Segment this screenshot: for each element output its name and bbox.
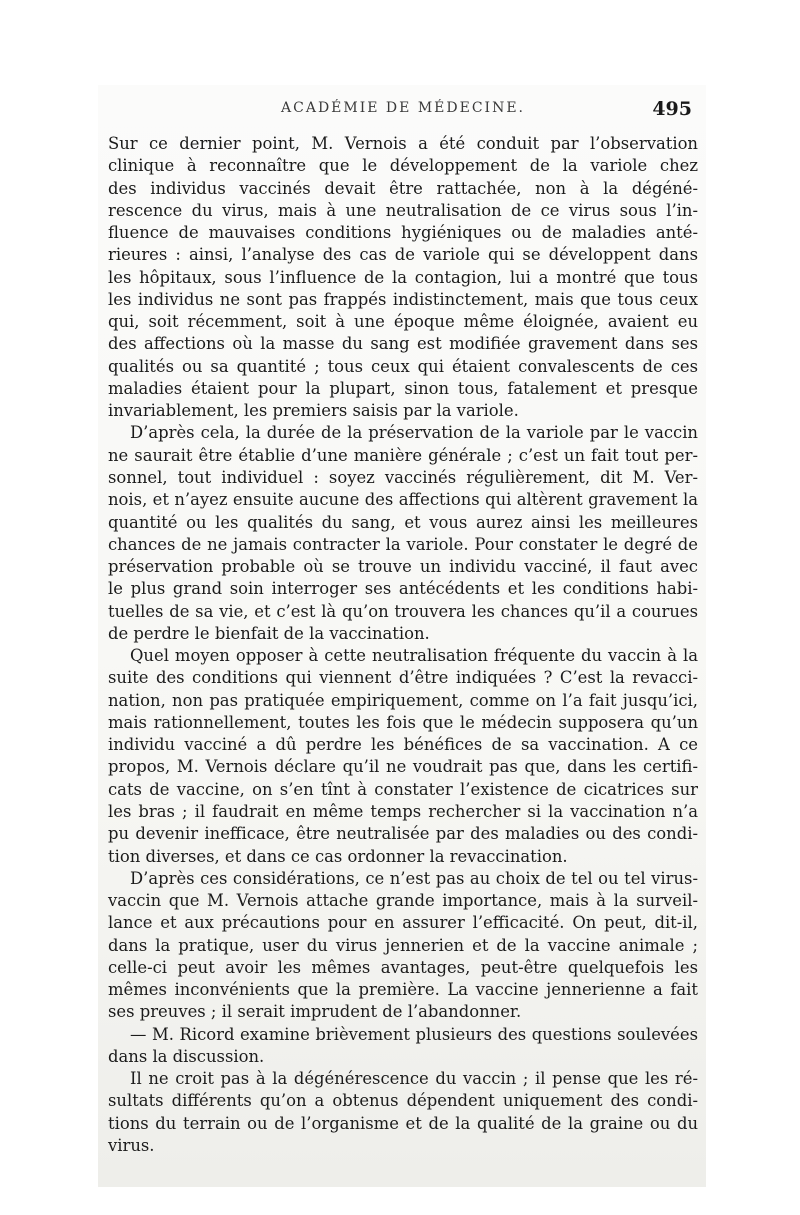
text-line: des individus vaccinés devait être rattachée, non à la dégéné- — [108, 178, 698, 198]
text-line: suite des conditions qui viennent d’être indiquées ? C’est la revacci- — [108, 668, 698, 688]
text-line: vaccin que M. Vernois attache grande importance, mais à la surveil- — [108, 891, 698, 911]
text-line: les bras ; il faudrait en même temps rechercher si la vaccination n’a — [108, 801, 698, 821]
paragraph-first-line: Il ne croit pas à la dégénérescence du vaccin ; il pense que les ré- — [130, 1069, 698, 1089]
text-line: nation, non pas pratiquée empiriquement, comme on l’a fait jusqu’ici, — [108, 690, 698, 710]
paragraph-first-line: — M. Ricord examine brièvement plusieurs des questions soulevées — [130, 1024, 698, 1044]
text-line: pu devenir inefficace, être neutralisée par des maladies ou des condi- — [108, 824, 698, 844]
page-header — [108, 98, 698, 126]
text-line: qualités ou sa quantité ; tous ceux qui étaient convalescents de ces — [108, 356, 698, 376]
text-line: qui, soit récemment, soit à une époque même éloignée, avaient eu — [108, 312, 698, 332]
text-line: lance et aux précautions pour en assurer l’efficacité. On peut, dit-il, — [108, 913, 698, 933]
page-number: 495 — [652, 98, 692, 120]
text-line: ne saurait être établie d’une manière générale ; c’est un fait tout per- — [108, 445, 698, 465]
running-head: ACADÉMIE DE MÉDECINE. — [281, 100, 525, 116]
paragraph-first-line: D’après ces considérations, ce n’est pas au choix de tel ou tel virus- — [130, 868, 698, 888]
text-line: Sur ce dernier point, M. Vernois a été conduit par l’observation — [108, 134, 698, 153]
text-line: tuelles de sa vie, et c’est là qu’on trouvera les chances qu’il a courues — [108, 601, 698, 621]
paragraph-first-line: Quel moyen opposer à cette neutralisation fréquente du vaccin à la — [130, 646, 698, 666]
text-line: maladies étaient pour la plupart, sinon tous, fatalement et presque — [108, 378, 698, 398]
text-line: clinique à reconnaître que le développement de la variole chez — [108, 156, 698, 176]
text-line: individu vacciné a dû perdre les bénéfices de sa vaccination. A ce — [108, 735, 698, 755]
text-line: tion diverses, et dans ce cas ordonner la revaccination. — [108, 846, 568, 866]
text-line: sultats différents qu’on a obtenus dépendent uniquement des condi- — [108, 1091, 698, 1111]
text-line: fluence de mauvaises conditions hygiéniques ou de maladies anté- — [108, 223, 698, 243]
text-line: mais rationnellement, toutes les fois que le médecin supposera qu’un — [108, 712, 698, 732]
text-line: virus. — [108, 1135, 155, 1155]
text-line: dans la pratique, user du virus jennerien et de la vaccine animale ; — [108, 935, 698, 955]
text-line: nois, et n’ayez ensuite aucune des affections qui altèrent gravement la — [108, 490, 698, 510]
text-line: préservation probable où se trouve un individu vacciné, il faut avec — [108, 557, 698, 577]
text-line: tions du terrain ou de l’organisme et de la qualité de la graine ou du — [108, 1113, 698, 1133]
text-line: le plus grand soin interroger ses antécédents et les conditions habi- — [108, 579, 698, 599]
text-line: celle-ci peut avoir les mêmes avantages, peut-être quelquefois les — [108, 957, 698, 977]
text-line: rieures : ainsi, l’analyse des cas de variole qui se développent dans — [108, 245, 698, 265]
text-line: des affections où la masse du sang est modifiée gravement dans ses — [108, 334, 698, 354]
text-line: de perdre le bienfait de la vaccination. — [108, 623, 430, 643]
text-line: cats de vaccine, on s’en tînt à constater l’existence de cicatrices sur — [108, 779, 698, 799]
text-line: invariablement, les premiers saisis par la variole. — [108, 401, 519, 421]
text-line: ses preuves ; il serait imprudent de l’abandonner. — [108, 1002, 522, 1022]
text-line: quantité ou les qualités du sang, et vous aurez ainsi les meilleures — [108, 512, 698, 532]
text-line: rescence du virus, mais à une neutralisation de ce virus sous l’in- — [108, 200, 698, 220]
text-line: les individus ne sont pas frappés indistinctement, mais que tous ceux — [108, 289, 698, 309]
text-line: les hôpitaux, sous l’influence de la contagion, lui a montré que tous — [108, 267, 698, 287]
paragraph-first-line: D’après cela, la durée de la préservation de la variole par le vaccin — [130, 423, 698, 443]
text-line: sonnel, tout individuel : soyez vaccinés régulièrement, dit M. Ver- — [108, 467, 698, 487]
text-line: dans la discussion. — [108, 1046, 265, 1066]
body-text — [108, 133, 698, 1157]
text-line: mêmes inconvénients que la première. La vaccine jennerienne a fait — [108, 980, 698, 1000]
text-line: propos, M. Vernois déclare qu’il ne voudrait pas que, dans les certifi- — [108, 757, 698, 777]
text-line: chances de ne jamais contracter la variole. Pour constater le degré de — [108, 534, 698, 554]
